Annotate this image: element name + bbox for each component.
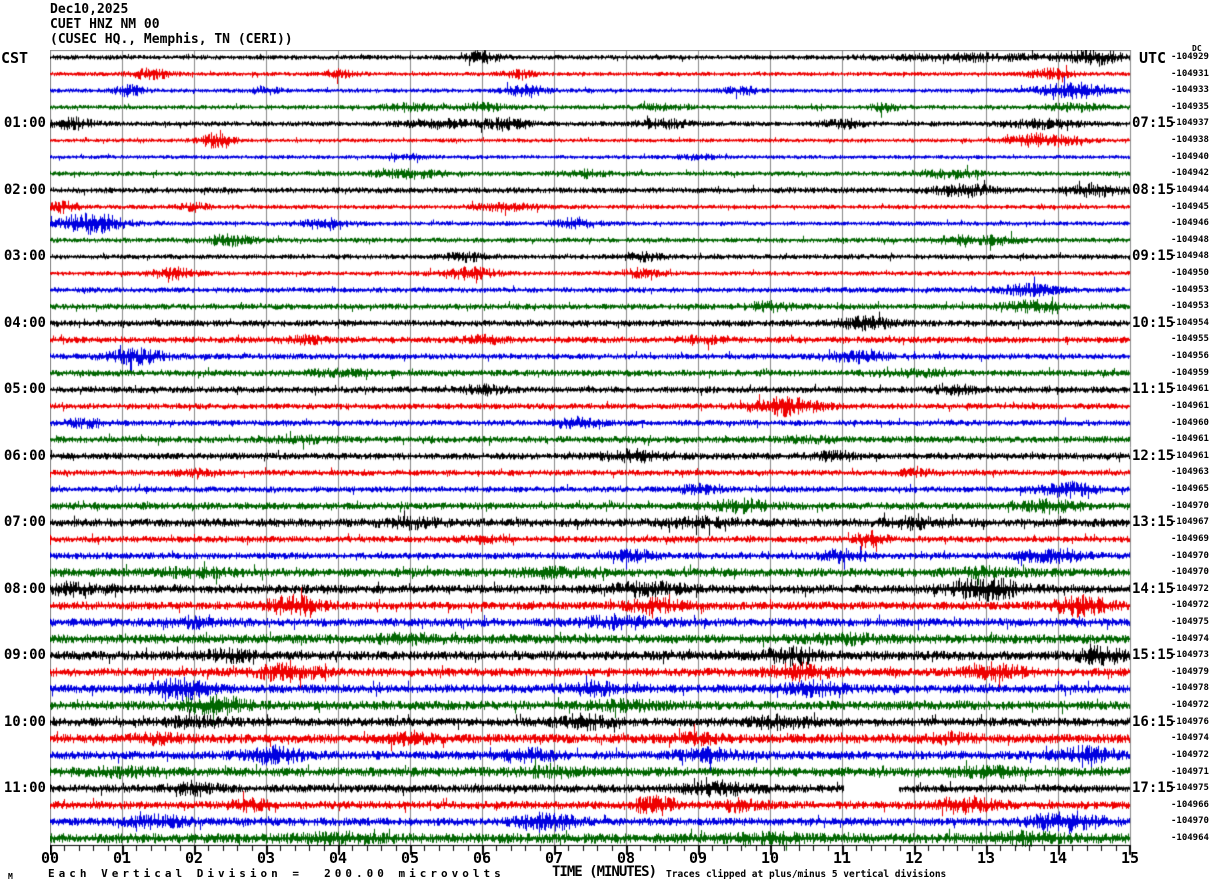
hour-label-cst: 09:00 bbox=[3, 647, 46, 664]
hour-label-cst: 07:00 bbox=[3, 514, 46, 531]
dc-value: -104942 bbox=[1171, 168, 1209, 179]
dc-value: -104961 bbox=[1171, 450, 1209, 461]
dc-value: -104929 bbox=[1171, 52, 1209, 62]
dc-value: -104975 bbox=[1171, 616, 1209, 627]
dc-value: -104978 bbox=[1171, 683, 1209, 694]
dc-value: -104972 bbox=[1171, 583, 1209, 594]
dc-value: -104973 bbox=[1171, 650, 1209, 661]
x-tick-label: 06 bbox=[472, 849, 492, 867]
x-tick-label: 10 bbox=[760, 849, 780, 867]
dc-value: -104948 bbox=[1171, 234, 1209, 245]
x-tick-label: 04 bbox=[328, 849, 348, 867]
x-tick-label: 07 bbox=[544, 849, 564, 867]
dc-value: -104935 bbox=[1171, 101, 1209, 112]
dc-value: -104970 bbox=[1171, 500, 1209, 511]
hour-label-utc: 11:15 bbox=[1132, 381, 1175, 398]
dc-value: -104967 bbox=[1171, 517, 1209, 528]
title-station: CUET HNZ NM 00 bbox=[50, 17, 160, 32]
dc-value: -104963 bbox=[1171, 467, 1209, 478]
x-tick-label: 09 bbox=[688, 849, 708, 867]
x-tick-label: 01 bbox=[112, 849, 132, 867]
scale-note: Each Vertical Division = 200.00 microvolts bbox=[48, 867, 505, 880]
hour-label-cst: 04:00 bbox=[3, 314, 46, 331]
dc-value: -104954 bbox=[1171, 317, 1209, 328]
dc-value: -104931 bbox=[1171, 68, 1209, 79]
dc-value: -104972 bbox=[1171, 600, 1209, 611]
x-tick-label: 15 bbox=[1120, 849, 1140, 867]
hour-label-utc: 10:15 bbox=[1132, 314, 1175, 331]
dc-value: -104938 bbox=[1171, 135, 1209, 146]
dc-value: -104972 bbox=[1171, 700, 1209, 711]
corner-mark: M bbox=[8, 872, 13, 881]
hour-label-utc: 07:15 bbox=[1132, 115, 1175, 132]
dc-value: -104974 bbox=[1171, 733, 1209, 744]
hour-label-utc: 17:15 bbox=[1132, 780, 1175, 797]
dc-value: -104953 bbox=[1171, 284, 1209, 295]
dc-value: -104948 bbox=[1171, 251, 1209, 262]
title-date: Dec10,2025 bbox=[50, 2, 129, 17]
dc-value: -104945 bbox=[1171, 201, 1209, 212]
hour-label-cst: 01:00 bbox=[3, 115, 46, 132]
dc-value: -104965 bbox=[1171, 484, 1209, 495]
hour-label-utc: 09:15 bbox=[1132, 248, 1175, 265]
dc-value: -104946 bbox=[1171, 218, 1209, 229]
hour-label-utc: 13:15 bbox=[1132, 514, 1175, 531]
dc-value: -104960 bbox=[1171, 417, 1209, 428]
hour-label-cst: 02:00 bbox=[3, 181, 46, 198]
x-tick-label: 05 bbox=[400, 849, 420, 867]
hour-label-utc: 12:15 bbox=[1132, 447, 1175, 464]
hour-label-utc: 16:15 bbox=[1132, 713, 1175, 730]
dc-value: -104979 bbox=[1171, 666, 1209, 677]
dc-value: -104972 bbox=[1171, 749, 1209, 760]
dc-value: -104953 bbox=[1171, 301, 1209, 312]
x-tick-label: 11 bbox=[832, 849, 852, 867]
dc-value: -104976 bbox=[1171, 716, 1209, 727]
hour-label-utc: 15:15 bbox=[1132, 647, 1175, 664]
dc-value: -104970 bbox=[1171, 567, 1209, 578]
dc-value: -104970 bbox=[1171, 550, 1209, 561]
x-tick-label: 03 bbox=[256, 849, 276, 867]
clip-note: Traces clipped at plus/minus 5 vertical divisions bbox=[666, 869, 947, 880]
hour-label-utc: 08:15 bbox=[1132, 181, 1175, 198]
dc-column-header-label: DC bbox=[1192, 44, 1202, 53]
x-axis-title: TIME (MINUTES) bbox=[552, 864, 657, 880]
hour-label-cst: 05:00 bbox=[3, 381, 46, 398]
dc-value: -104966 bbox=[1171, 799, 1209, 810]
hour-label-cst: 06:00 bbox=[3, 447, 46, 464]
dc-value: -104969 bbox=[1171, 533, 1209, 544]
x-tick-label: 14 bbox=[1048, 849, 1068, 867]
dc-value: -104955 bbox=[1171, 334, 1209, 345]
x-tick-label: 12 bbox=[904, 849, 924, 867]
hour-label-cst: 03:00 bbox=[3, 248, 46, 265]
dc-value: -104950 bbox=[1171, 268, 1209, 279]
x-tick-label: 13 bbox=[976, 849, 996, 867]
x-tick-label: 02 bbox=[184, 849, 204, 867]
dc-value: -104956 bbox=[1171, 351, 1209, 362]
dc-value: -104940 bbox=[1171, 151, 1209, 162]
x-tick-label: 08 bbox=[616, 849, 636, 867]
dc-value: -104961 bbox=[1171, 434, 1209, 445]
dc-value: -104961 bbox=[1171, 384, 1209, 395]
dc-value: -104974 bbox=[1171, 633, 1209, 644]
hour-label-cst: 08:00 bbox=[3, 580, 46, 597]
dc-value: -104937 bbox=[1171, 118, 1209, 129]
hour-label-cst: 10:00 bbox=[3, 713, 46, 730]
dc-value: -104961 bbox=[1171, 400, 1209, 411]
x-tick-label: 00 bbox=[40, 849, 60, 867]
helicorder-plot bbox=[50, 50, 1132, 856]
dc-value: -104944 bbox=[1171, 184, 1209, 195]
dc-value: -104933 bbox=[1171, 85, 1209, 96]
dc-value: -104964 bbox=[1171, 832, 1209, 843]
hour-label-cst: 11:00 bbox=[3, 780, 46, 797]
dc-value: -104959 bbox=[1171, 367, 1209, 378]
utc-header-label: UTC bbox=[1139, 49, 1167, 67]
dc-value: -104975 bbox=[1171, 783, 1209, 794]
title-location: (CUSEC HQ., Memphis, TN (CERI)) bbox=[50, 32, 293, 47]
dc-value: -104971 bbox=[1171, 766, 1209, 777]
cst-header-label: CST bbox=[1, 49, 29, 67]
hour-label-utc: 14:15 bbox=[1132, 580, 1175, 597]
dc-value: -104970 bbox=[1171, 816, 1209, 827]
